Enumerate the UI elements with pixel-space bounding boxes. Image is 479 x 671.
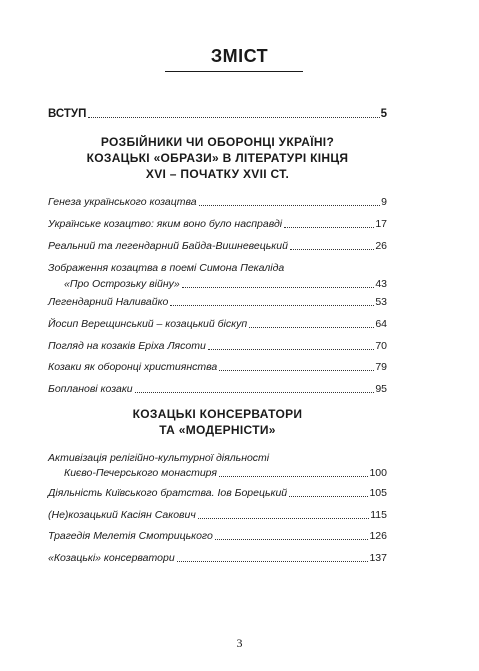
toc-leader-dots — [208, 349, 374, 350]
toc-entry[interactable] — [48, 318, 387, 331]
section-heading-line: XVI – ПОЧАТКУ XVII СТ. — [145, 167, 290, 181]
toc-entry-label: Діяльність Київського братства. Іов Борецький — [48, 487, 288, 499]
toc-entry[interactable] — [48, 240, 387, 253]
toc-leader-dots — [215, 539, 369, 540]
toc-entry-label: Бопланові козаки — [48, 383, 133, 395]
toc-leader-dots — [289, 496, 368, 497]
toc-entry[interactable] — [48, 552, 387, 565]
toc-entry[interactable] — [48, 509, 387, 522]
toc-leader-dots — [88, 117, 379, 118]
section-heading-2 — [48, 406, 387, 438]
toc-entry-label: Легендарний Наливайко — [48, 296, 169, 308]
toc-entry-page: 9 — [381, 196, 387, 208]
toc-leader-dots — [219, 476, 368, 477]
toc-leader-dots — [219, 370, 374, 371]
toc-entry-label: ВСТУП — [48, 108, 87, 120]
toc-entry-label: Українське козацтво: яким воно було насправді — [48, 218, 283, 230]
toc-entry[interactable] — [48, 262, 387, 291]
toc-leader-dots — [249, 327, 374, 328]
toc-leader-dots — [170, 305, 374, 306]
toc-entry[interactable] — [48, 218, 387, 231]
toc-leader-dots — [135, 392, 375, 393]
toc-leader-dots — [284, 227, 374, 228]
toc-leader-dots — [198, 518, 369, 519]
toc-entry-label: Трагедія Мелетія Смотрицького — [48, 530, 213, 542]
toc-entry[interactable] — [48, 487, 387, 500]
toc-entry[interactable] — [48, 296, 387, 309]
toc-entry[interactable] — [48, 340, 387, 353]
toc-entry-page: 26 — [375, 240, 387, 252]
toc-entry-intro[interactable] — [48, 108, 387, 121]
page-number: 3 — [236, 636, 243, 650]
toc-entry[interactable] — [48, 361, 387, 374]
toc-entry[interactable] — [48, 383, 387, 396]
toc-entry-second-line — [48, 467, 387, 480]
section-heading-line: КОЗАЦЬКІ КОНСЕРВАТОРИ — [132, 407, 303, 421]
toc-entry-page: 64 — [375, 318, 387, 330]
toc-entry-label-line1: Зображення козацтва в поемі Симона Пекаліда — [48, 262, 285, 274]
toc-leader-dots — [182, 287, 375, 288]
toc-entry-label: Реальний та легендарний Байда-Вишневецький — [48, 240, 288, 252]
toc-entry-label: Йосип Верещинський – козацький біскуп — [48, 318, 248, 330]
section-heading-line: ТА «МОДЕРНІСТИ» — [159, 423, 276, 437]
toc-entry[interactable] — [48, 530, 387, 543]
toc-entry-page: 95 — [375, 383, 387, 395]
toc-entry-label: Генеза українського козацтва — [48, 196, 197, 208]
section-heading-line: КОЗАЦЬКІ «ОБРАЗИ» В ЛІТЕРАТУРІ КІНЦЯ — [86, 151, 349, 165]
toc-entry-page: 17 — [375, 218, 387, 230]
toc-entry-page: 126 — [369, 530, 387, 542]
toc-leader-dots — [290, 249, 374, 250]
toc-entry-label: Погляд на козаків Еріха Лясоти — [48, 340, 206, 352]
toc-entry-label: Козаки як оборонці християнства — [48, 361, 218, 373]
toc-entry-page: 100 — [369, 467, 387, 479]
toc-entry-page: 5 — [380, 108, 387, 120]
toc-entry-page: 137 — [369, 552, 387, 564]
toc-entry-label: «Козацькі» консерватори — [48, 552, 175, 564]
toc-entry-page: 43 — [375, 278, 387, 290]
toc-entry[interactable] — [48, 196, 387, 209]
toc-leader-dots — [199, 205, 381, 206]
toc-leader-dots — [177, 561, 369, 562]
toc-entry-label-line2: Києво-Печерського монастиря — [64, 467, 217, 479]
toc-entry-second-line — [48, 278, 387, 291]
section-heading-1 — [48, 134, 387, 182]
toc-entry-page: 105 — [369, 487, 387, 499]
section-heading-line: РОЗБІЙНИКИ ЧИ ОБОРОНЦІ УКРАЇНІ? — [100, 135, 335, 149]
toc-entry-label-line2: «Про Острозьку війну» — [64, 278, 180, 290]
toc-entry[interactable] — [48, 452, 387, 480]
toc-entry-page: 70 — [375, 340, 387, 352]
toc-entry-page: 53 — [375, 296, 387, 308]
toc-entry-page: 79 — [375, 361, 387, 373]
toc-entry-label: (Не)козацький Касіян Сакович — [48, 509, 196, 521]
title-underline — [165, 71, 303, 72]
toc-entry-label-line1: Активізація релігійно-культурної діяльності — [48, 452, 270, 464]
page-title: ЗМІСТ — [210, 46, 269, 66]
toc-entry-page: 115 — [370, 509, 387, 521]
